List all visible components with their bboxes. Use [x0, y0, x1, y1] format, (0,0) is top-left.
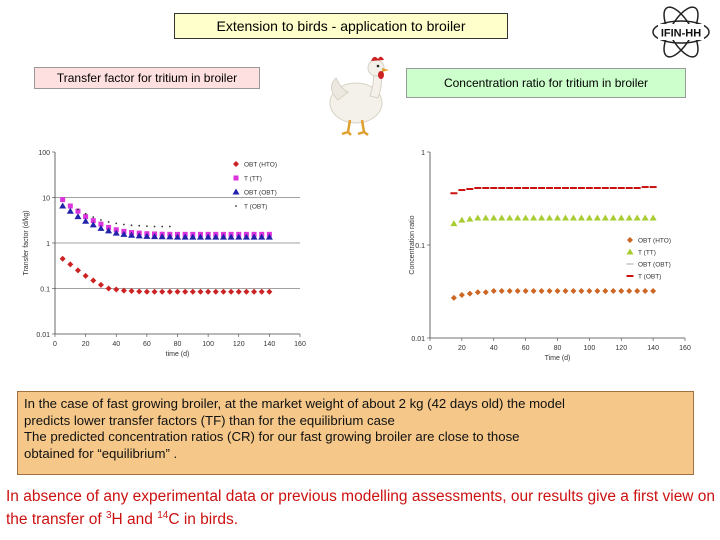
x-tick-label: 100 — [202, 341, 214, 348]
data-point — [175, 289, 181, 295]
y-tick-label: 0.1 — [40, 286, 50, 294]
conclusion-part-1: In absence of any experimental data or previous modelling assessments, our results give a first view on the transfer of — [6, 488, 716, 529]
x-axis-label: Time (d) — [544, 355, 571, 362]
conclusion-sup-2: 14 — [157, 510, 169, 521]
legend-marker — [235, 205, 237, 207]
data-point — [467, 291, 473, 297]
data-point — [626, 215, 633, 221]
data-point — [578, 288, 584, 294]
data-point — [530, 215, 537, 221]
data-point — [570, 288, 576, 294]
data-point — [523, 288, 529, 294]
data-point — [138, 225, 140, 227]
data-point — [642, 288, 648, 294]
data-point — [562, 215, 569, 221]
data-point — [514, 215, 521, 221]
x-tick-label: 140 — [263, 341, 276, 348]
data-point — [450, 220, 457, 226]
data-point — [74, 213, 81, 219]
data-point — [131, 224, 133, 226]
data-point — [236, 289, 242, 295]
y-tick-label: 100 — [38, 150, 50, 157]
legend-marker — [234, 176, 239, 181]
summary-text-box — [17, 391, 694, 475]
data-point — [491, 288, 497, 294]
x-tick-label: 80 — [173, 341, 182, 348]
data-point — [506, 215, 513, 221]
legend-marker — [233, 189, 240, 195]
logo-text: IFIN-HH — [660, 27, 702, 40]
legend-marker — [627, 249, 634, 255]
data-point — [634, 215, 641, 221]
data-point — [85, 213, 87, 215]
conclusion-part-3: C in birds. — [168, 511, 239, 529]
legend-label: T (TT) — [638, 249, 656, 257]
data-point — [113, 287, 119, 293]
data-point — [602, 288, 608, 294]
x-axis-label: time (d) — [165, 351, 190, 358]
concentration-ratio-chart — [400, 140, 710, 385]
data-point — [77, 208, 79, 210]
x-tick-label: 60 — [521, 345, 530, 352]
data-point — [92, 216, 94, 218]
data-point — [213, 289, 219, 295]
summary-line-1: In the case of fast growing broiler, at the market weight of about 2 kg (42 days old) the model — [24, 396, 565, 411]
data-point — [98, 282, 104, 288]
data-point — [515, 288, 521, 294]
transfer-factor-chart — [0, 140, 330, 375]
data-point — [59, 203, 66, 209]
data-point — [146, 225, 148, 227]
data-point — [159, 289, 165, 295]
data-point — [650, 215, 657, 221]
legend-label: T (OBT) — [244, 203, 268, 211]
y-tick-label: 10 — [42, 195, 50, 203]
y-tick-label: 0.01 — [411, 336, 425, 343]
data-point — [578, 215, 585, 221]
y-tick-label: 1 — [46, 241, 50, 248]
data-point — [190, 289, 196, 295]
data-point — [75, 267, 81, 273]
x-tick-label: 140 — [647, 345, 659, 352]
data-point — [67, 261, 73, 267]
x-tick-label: 100 — [583, 345, 596, 352]
x-tick-label: 0 — [428, 345, 432, 352]
conclusion-text — [6, 487, 718, 529]
data-point — [60, 256, 66, 262]
x-tick-label: 20 — [81, 341, 90, 348]
data-point — [152, 289, 158, 295]
x-tick-label: 40 — [489, 345, 498, 352]
data-point — [106, 286, 112, 292]
data-point — [123, 224, 125, 226]
data-point — [594, 215, 601, 221]
chicken-image — [318, 48, 400, 138]
x-tick-label: 160 — [679, 345, 691, 352]
x-tick-label: 40 — [112, 341, 121, 348]
plot-area — [430, 152, 685, 338]
data-point — [474, 215, 481, 221]
summary-line-4: obtained for “equilibrium” . — [24, 445, 178, 461]
left-chart-label: Transfer factor for tritium in broiler — [34, 67, 260, 89]
data-point — [531, 288, 537, 294]
data-point — [100, 219, 102, 221]
data-point — [451, 295, 457, 301]
data-point — [490, 215, 497, 221]
x-tick-label: 0 — [53, 341, 57, 348]
legend-marker — [233, 161, 239, 167]
y-tick-label: 0.01 — [36, 332, 50, 339]
x-tick-label: 20 — [457, 345, 466, 352]
summary-line-3: The predicted concentration ratios (CR) for our fast growing broiler are close to those — [24, 429, 520, 444]
legend-label: OBT (OBT) — [244, 189, 277, 197]
legend-label: OBT (HTO) — [638, 237, 671, 245]
data-point — [554, 215, 561, 221]
data-point — [594, 288, 600, 294]
data-point — [266, 289, 272, 295]
data-point — [251, 289, 257, 295]
data-point — [602, 215, 609, 221]
data-point — [482, 215, 489, 221]
data-point — [586, 215, 593, 221]
data-point — [129, 288, 135, 294]
data-point — [570, 215, 577, 221]
data-point — [626, 288, 632, 294]
atom-logo-icon — [648, 2, 714, 62]
summary-line-2: predicts lower transfer factors (TF) than for the equilibrium case — [24, 412, 395, 428]
data-point — [108, 221, 110, 223]
transfer-factor-plot — [0, 140, 330, 375]
data-point — [83, 273, 89, 279]
data-point — [522, 215, 529, 221]
ifin-hh-logo — [648, 2, 714, 62]
conclusion-part-2: H and — [111, 511, 158, 529]
data-point — [197, 289, 203, 295]
data-point — [555, 288, 561, 294]
data-point — [498, 215, 505, 221]
data-point — [610, 215, 617, 221]
slide-title: Extension to birds - application to broiler — [174, 13, 508, 39]
data-point — [562, 288, 568, 294]
legend-label: OBT (OBT) — [638, 261, 671, 269]
right-chart-label: Concentration ratio for tritium in broiler — [406, 68, 686, 98]
data-point — [154, 226, 156, 228]
data-point — [115, 222, 117, 224]
data-point — [259, 289, 265, 295]
data-point — [475, 289, 481, 295]
y-axis-label: Concentration ratio — [409, 215, 416, 275]
legend-label: OBT (HTO) — [244, 161, 277, 169]
x-tick-label: 80 — [553, 345, 562, 352]
data-point — [205, 289, 211, 295]
data-point — [60, 197, 65, 202]
data-point — [586, 288, 592, 294]
data-point — [618, 288, 624, 294]
data-point — [618, 215, 625, 221]
data-point — [169, 226, 171, 228]
y-axis-label: Transfer factor (d/kg) — [23, 210, 30, 276]
x-tick-label: 120 — [232, 341, 245, 348]
y-tick-label: 1 — [421, 150, 425, 157]
x-tick-label: 60 — [142, 341, 151, 348]
data-point — [220, 289, 226, 295]
y-tick-label: 0.1 — [415, 243, 425, 250]
data-point — [136, 288, 142, 294]
conclusion-sup-1: 3 — [105, 510, 112, 521]
data-point — [483, 289, 489, 295]
data-point — [161, 226, 163, 228]
x-tick-label: 120 — [615, 345, 628, 352]
legend-label: T (TT) — [244, 175, 262, 183]
data-point — [507, 288, 513, 294]
data-point — [243, 289, 249, 295]
data-point — [144, 289, 150, 295]
data-point — [538, 215, 545, 221]
data-point — [547, 288, 553, 294]
data-point — [634, 288, 640, 294]
x-tick-label: 160 — [294, 341, 306, 348]
legend-label: T (OBT) — [638, 273, 662, 281]
data-point — [182, 289, 188, 295]
data-point — [610, 288, 616, 294]
data-point — [459, 292, 465, 298]
data-point — [67, 208, 74, 214]
data-point — [546, 215, 553, 221]
data-point — [466, 216, 473, 222]
data-point — [499, 288, 505, 294]
data-point — [539, 288, 545, 294]
data-point — [167, 289, 173, 295]
data-point — [458, 217, 465, 223]
data-point — [650, 288, 656, 294]
data-point — [642, 215, 649, 221]
data-point — [228, 289, 234, 295]
data-point — [90, 277, 96, 283]
legend-marker — [627, 237, 633, 243]
concentration-ratio-plot — [400, 140, 710, 385]
